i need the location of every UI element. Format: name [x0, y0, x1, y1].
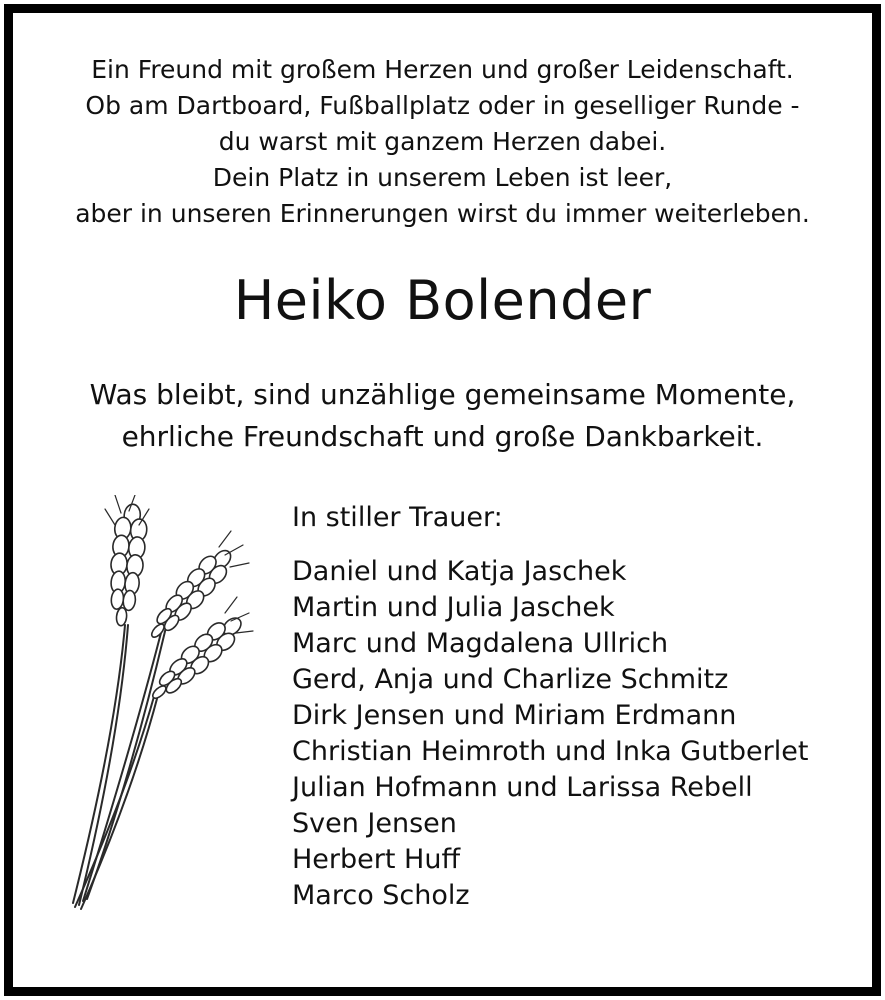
- mourner-name: Martin und Julia Jaschek: [292, 592, 615, 623]
- mourner-name: Sven Jensen: [292, 808, 457, 839]
- mourner-name: Marco Scholz: [292, 880, 470, 911]
- mourner-name: Dirk Jensen und Miriam Erdmann: [292, 700, 737, 731]
- mourning-heading: In stiller Trauer:: [292, 502, 503, 533]
- deceased-name: Heiko Bolender: [233, 269, 652, 332]
- mourner-name: Marc und Magdalena Ullrich: [292, 628, 669, 659]
- intro-line: du warst mit ganzem Herzen dabei.: [218, 127, 667, 156]
- remembrance-quote: [0, 374, 885, 458]
- intro-poem: [0, 52, 885, 232]
- mourner-name: Gerd, Anja und Charlize Schmitz: [292, 664, 729, 695]
- wheat-ears-icon: [55, 495, 255, 915]
- intro-line: aber in unseren Erinnerungen wirst du immer weiterleben.: [75, 199, 810, 228]
- mourner-name: Christian Heimroth und Inka Gutberlet: [292, 736, 809, 767]
- intro-line: Dein Platz in unserem Leben ist leer,: [212, 163, 673, 192]
- mourners-section: [292, 500, 808, 914]
- mourner-name: Daniel und Katja Jaschek: [292, 556, 627, 587]
- intro-line: Ob am Dartboard, Fußballplatz oder in geselliger Runde -: [85, 91, 800, 120]
- mourner-name: Herbert Huff: [292, 844, 461, 875]
- quote-line: Was bleibt, sind unzählige gemeinsame Momente,: [89, 378, 796, 411]
- intro-line: Ein Freund mit großem Herzen und großer Leidenschaft.: [91, 55, 794, 84]
- quote-line: ehrliche Freundschaft und große Dankbarkeit.: [121, 420, 764, 453]
- mourner-name: Julian Hofmann und Larissa Rebell: [292, 772, 753, 803]
